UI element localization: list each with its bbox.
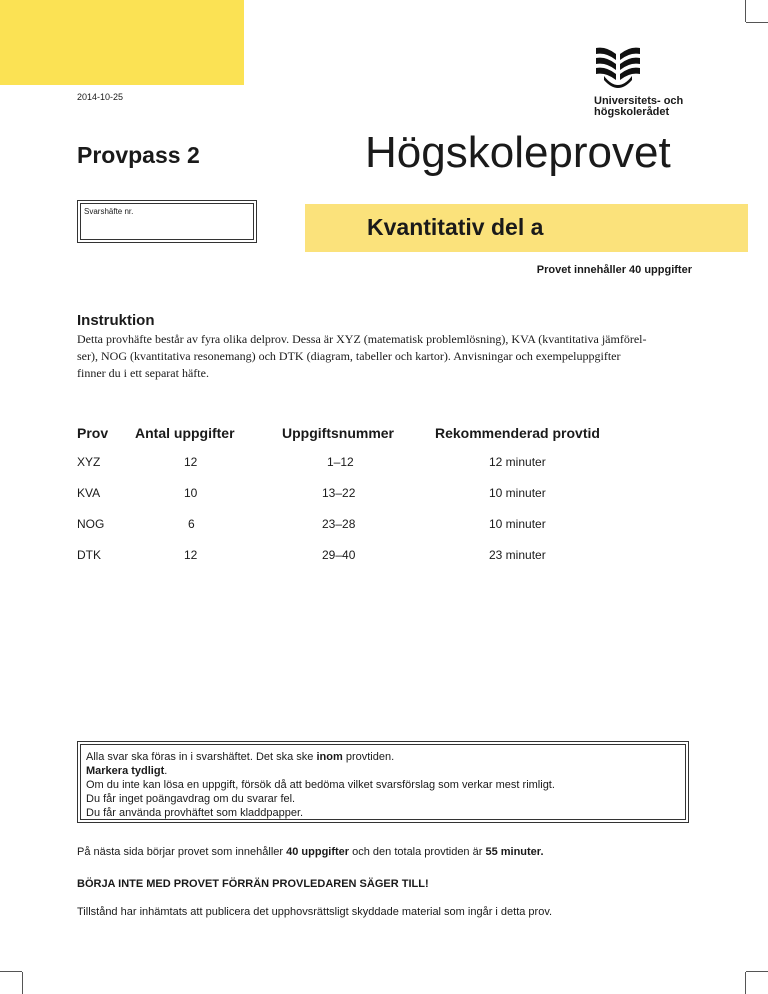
cell-antal: 12 [184,454,198,469]
cell-nummer: 1–12 [327,454,354,469]
uhr-logo-icon [594,46,642,90]
count-note: Provet innehåller 40 uppgifter [536,264,692,276]
cell-nummer: 13–22 [322,485,356,500]
cell-prov: NOG [77,516,105,531]
rules-line: Du får använda provhäftet som kladdpapper. [86,807,304,819]
rules-line: Alla svar ska föras in i svarshäftet. Det ska ske inom provtiden. [86,751,395,763]
section-title: Kvantitativ del a [367,214,544,240]
cell-antal: 12 [184,547,198,562]
provpass-heading: Provpass 2 [77,142,200,168]
header-prov: Prov [77,425,109,441]
header-uppgiftsnummer: Uppgiftsnummer [282,425,394,441]
yellow-tab [0,0,244,85]
instruction-line: ser), NOG (kvantitativa resonemang) och DTK (diagram, tabeller och kartor). Anvisningar och exempeluppgifter [77,349,621,363]
logo [594,46,694,118]
crop-mark [0,971,22,972]
instruction-line: finner du i ett separat häfte. [77,366,209,380]
rules-line: Markera tydligt. [86,765,168,777]
cell-antal: 10 [184,485,198,500]
logo-line-1: Universitets- och [594,95,684,107]
crop-mark [746,971,768,972]
logo-line-2: högskolerådet [594,106,670,118]
crop-mark [746,22,768,23]
next-page-note: På nästa sida börjar provet som innehåller 40 uppgifter och den totala provtiden är 55 minuter. [77,846,544,858]
instruction-text [77,331,687,382]
warning-text: BÖRJA INTE MED PROVET FÖRRÄN PROVLEDAREN SÄGER TILL! [77,878,429,890]
cell-provtid: 23 minuter [489,547,546,562]
cell-nummer: 23–28 [322,516,356,531]
instruction-line: Detta provhäfte består av fyra olika delprov. Dessa är XYZ (matematisk problemlösning), KVA (kvantitativa jämförel- [77,332,647,346]
header-provtid: Rekommenderad provtid [435,425,600,441]
page-title: Högskoleprovet [365,128,671,177]
header-antal: Antal uppgifter [135,425,235,441]
svarshafte-box [77,200,257,243]
cell-prov: KVA [77,485,101,500]
section-band [305,204,748,252]
cell-nummer: 29–40 [322,547,356,562]
table-row [77,446,635,477]
date: 2014-10-25 [77,92,124,102]
table-row [77,539,635,570]
prov-table [77,420,635,570]
instruction-heading: Instruktion [77,312,155,329]
svarshafte-label: Svarshäfte nr. [84,207,134,216]
crop-mark [22,972,23,994]
permission-text: Tillstånd har inhämtats att publicera det upphovsrättsligt skyddade material som ingår i detta prov. [77,906,553,918]
cell-provtid: 10 minuter [489,516,546,531]
rules-box [77,741,689,823]
cell-antal: 6 [188,516,195,531]
cell-prov: XYZ [77,454,101,469]
cell-provtid: 10 minuter [489,485,546,500]
crop-mark [745,0,746,22]
rules-line: Om du inte kan lösa en uppgift, försök då att bedöma vilket svarsförslag som verkar mest rimligt. [86,779,555,791]
rules-line: Du får inget poängavdrag om du svarar fel. [86,793,296,805]
table-header-row [77,420,635,446]
table-row [77,508,635,539]
cell-provtid: 12 minuter [489,454,546,469]
crop-mark [745,972,746,994]
table-row [77,477,635,508]
cell-prov: DTK [77,547,101,562]
